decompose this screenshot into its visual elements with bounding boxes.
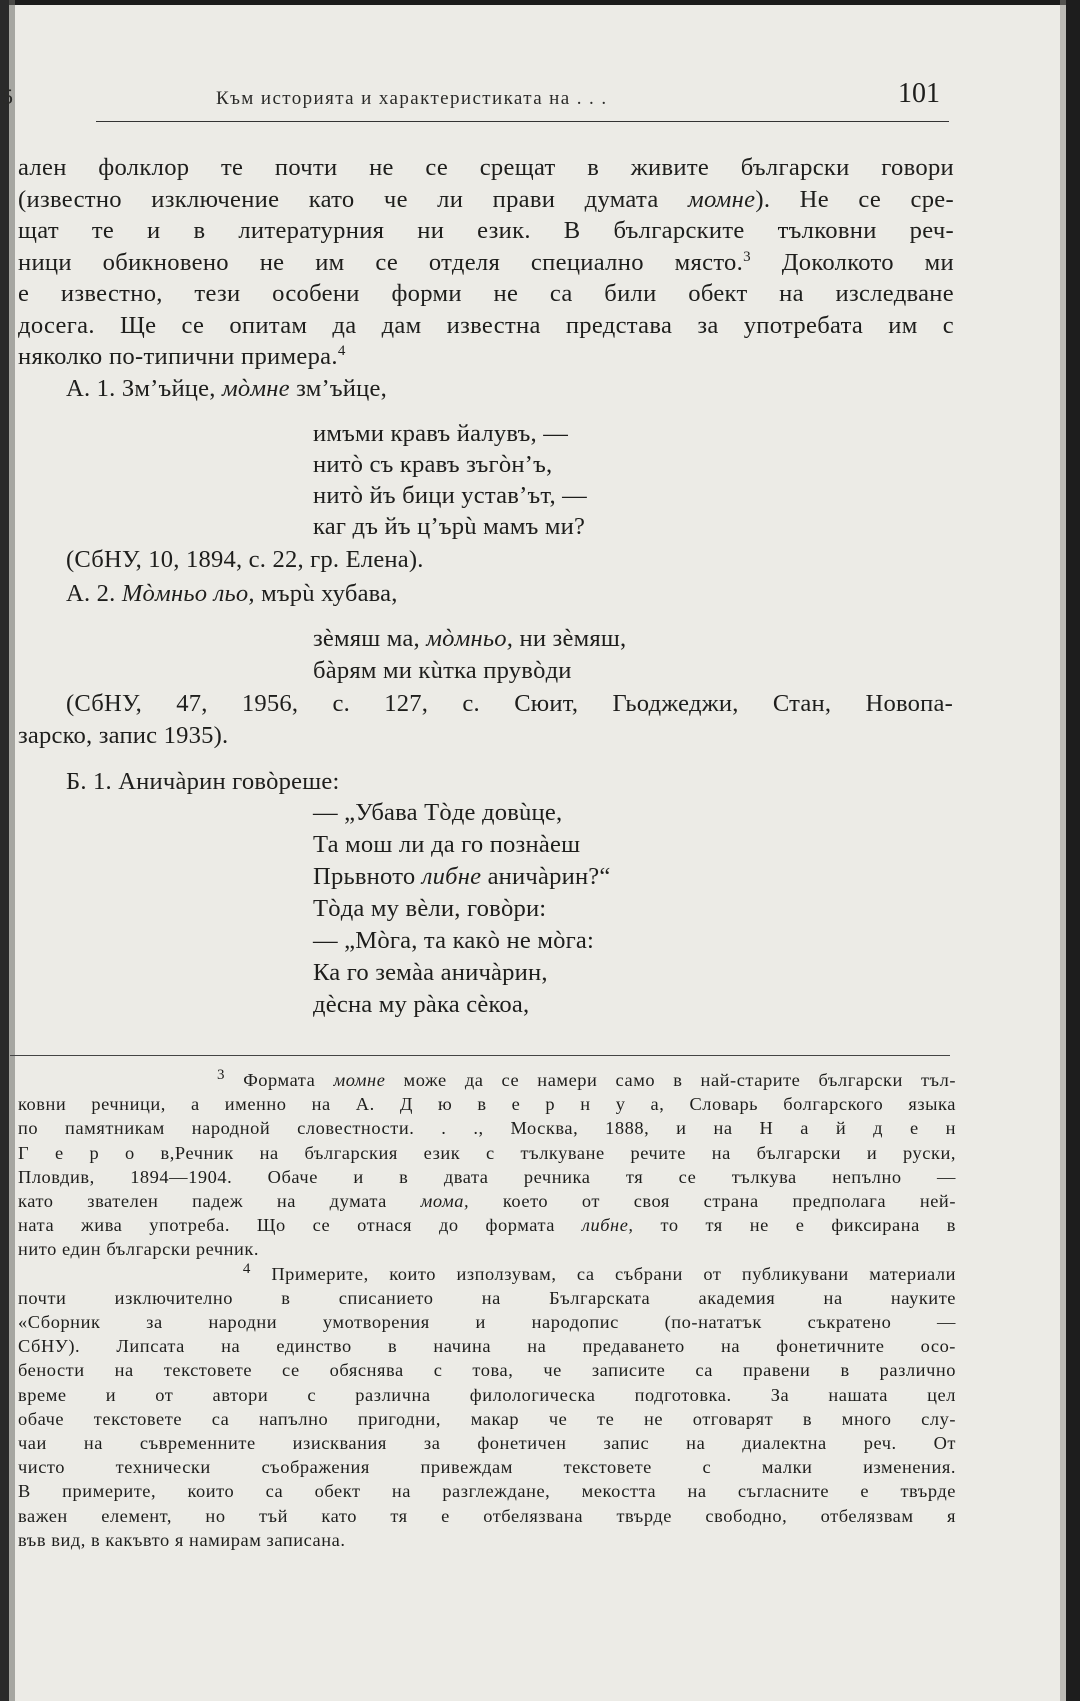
footnote-line: Г е р о в,Речник на българския език с тълкуване речите на български и руски, — [18, 1142, 956, 1163]
verse-line: Та мош ли да го познàеш — [313, 831, 581, 858]
running-header — [0, 78, 960, 118]
footnote-line: «Сборник за народни умотворения и народопис (по-нататък съкратено — — [18, 1312, 956, 1333]
example-a2-heading: А. 2. Мòмньо льо, мърù хубава, — [66, 580, 398, 607]
italic-word: либне — [421, 863, 482, 890]
footnote-ref-3[interactable]: 3 — [743, 248, 751, 265]
body-line: е известно, тези особени форми не са били обект на изследване — [18, 280, 954, 307]
italic-word: мома, — [420, 1191, 470, 1212]
footnote-line: чаи на съвременните изисквания за фонетичен запис на диалектна реч. От — [18, 1433, 956, 1454]
verse-line: Тòда му вèли, говòри: — [313, 895, 547, 922]
footnote-line: В примерите, които са обект на разглеждане, мекостта на съгласните е твърде — [18, 1481, 956, 1502]
verse-line: дèсна му рàка сèкоа, — [313, 991, 530, 1018]
verse-line: каг дъ йъ ц’ърù мамъ ми? — [313, 513, 586, 540]
scan-right-shadow — [1060, 0, 1066, 1701]
footnote-line: ковни речници, а именно на А. Д ю в е р н у а, Словарь болгарского языка — [18, 1094, 956, 1115]
example-a2-source: (СбНУ, 47, 1956, с. 127, с. Сюит, Гьоджеджи, Стан, Новопа- — [66, 690, 953, 717]
verse-line: — „Мòга, та какò не мòга: — [313, 927, 595, 954]
footnote-line: $^3$ Формата момне може да се намери само в най-старите български тъл- — [217, 1066, 957, 1090]
footnote-number-3: 3 — [217, 1066, 226, 1083]
footnote-line: като звателен падеж на думата мома, което от своя страна предполага ней- — [18, 1191, 957, 1212]
footnote-line: ната жива употреба. Що се отнася до формата либне, то тя не е фиксирана в — [18, 1215, 956, 1236]
example-a1-source: (СбНУ, 10, 1894, с. 22, гр. Елена). — [66, 546, 424, 573]
scan-binding-edge — [0, 0, 9, 1701]
footnote-line: по памятникам народной словестности. . ., Москва, 1888, и на Н а й д е н — [18, 1118, 956, 1139]
header-rule — [96, 121, 949, 122]
footnote-line: време и от автори с различна филологическа подготовка. За нашата цел — [18, 1384, 956, 1405]
body-line: досега. Ще се опитам да дам известна представа за употребата им с — [18, 311, 954, 339]
footnote-line: $^4$ Примерите, които използувам, са събрани от публикувани материали — [242, 1260, 956, 1284]
spaced-name: Д ю в е р н у а — [399, 1094, 660, 1115]
body-line: ален фолклор те почти не се срещат в живите български говори — [18, 154, 954, 181]
italic-word: либне, — [581, 1215, 634, 1236]
verse-line: Ка го земàа аничàрин, — [313, 959, 548, 986]
italic-word: мòмне — [221, 375, 290, 402]
verse-line: нитò съ кравъ зъгòн’ъ, — [313, 451, 553, 478]
scan-top-edge — [0, 0, 1080, 5]
verse-line: зèмяш ма, мòмньо, ни зèмяш, — [313, 625, 627, 652]
verse-line: — „Убава Тòде довùце, — [313, 799, 563, 826]
italic-word: Мòмньо льо, — [121, 580, 255, 607]
footnote-line: СбНУ). Липсата на единство в начина на предаването на фонетичните осо- — [18, 1336, 956, 1357]
running-title: Към историята и характеристиката на . . . — [216, 88, 608, 109]
footnote-number-4: 4 — [242, 1260, 251, 1277]
footnote-line: във вид, в какъвто я намирам записана. — [18, 1529, 346, 1550]
verse-line: Прьвното либне аничàрин?“ — [313, 863, 611, 890]
footnote-ref-4[interactable]: 4 — [337, 342, 346, 359]
previous-page-edge-number: 5 — [2, 84, 13, 109]
body-line: (известно изключение като че ли прави думата момне). Не се сре- — [18, 185, 954, 213]
body-line: няколко по-типични примера.$^4$ — [18, 342, 346, 370]
verse-line: бàрям ми кùтка прувòди — [313, 657, 572, 684]
footnote-line: почти изключително в списанието на Българската академия на науките — [18, 1287, 956, 1308]
footnote-line: чисто технически съображения привеждам текстовете с малки изменения. — [18, 1457, 956, 1478]
footnote-rule — [10, 1055, 950, 1056]
italic-word: момне — [333, 1070, 386, 1090]
footnote-line: бености на текстовете се обяснява с това, че записите са правени в различно — [18, 1360, 956, 1381]
italic-word: мòмньо, — [426, 625, 514, 652]
page-number: 101 — [898, 78, 940, 109]
footnote-line: обаче текстовете са напълно пригодни, макар че те не отговарят в много слу- — [18, 1408, 956, 1429]
body-paragraph — [18, 152, 954, 373]
verse-line: нитò йъ бици устав’ът, — — [313, 482, 587, 509]
spaced-name: Н а й д е н — [759, 1118, 956, 1139]
verse-line: имъми кравъ йалувъ, — — [313, 420, 569, 447]
footnote-line: нито един български речник. — [18, 1239, 260, 1260]
footnotes — [18, 1068, 956, 1552]
example-b1-heading: Б. 1. Аничàрин говòреше: — [66, 768, 340, 795]
example-a2-source: зарско, запис 1935). — [18, 722, 229, 749]
body-line: ници обикновено не им се отделя специално място.$^3$ Доколкото ми — [18, 248, 954, 276]
example-a1-heading: А. 1. Зм’ъйце, мòмне зм’ъйце, — [66, 375, 387, 402]
scan-binding-shadow — [9, 0, 15, 1701]
footnote-line: важен елемент, но тъй като тя е отбелязвана твърде свободно, отбелязвам я — [18, 1505, 956, 1526]
scan-right-edge — [1066, 0, 1080, 1701]
footnote-line: Пловдив, 1894—1904. Обаче и в двата речника тя се тълкува непълно — — [18, 1166, 956, 1187]
italic-word: момне — [687, 185, 756, 213]
body-line: щат те и в литературния ни език. В българските тълковни реч- — [18, 217, 954, 244]
